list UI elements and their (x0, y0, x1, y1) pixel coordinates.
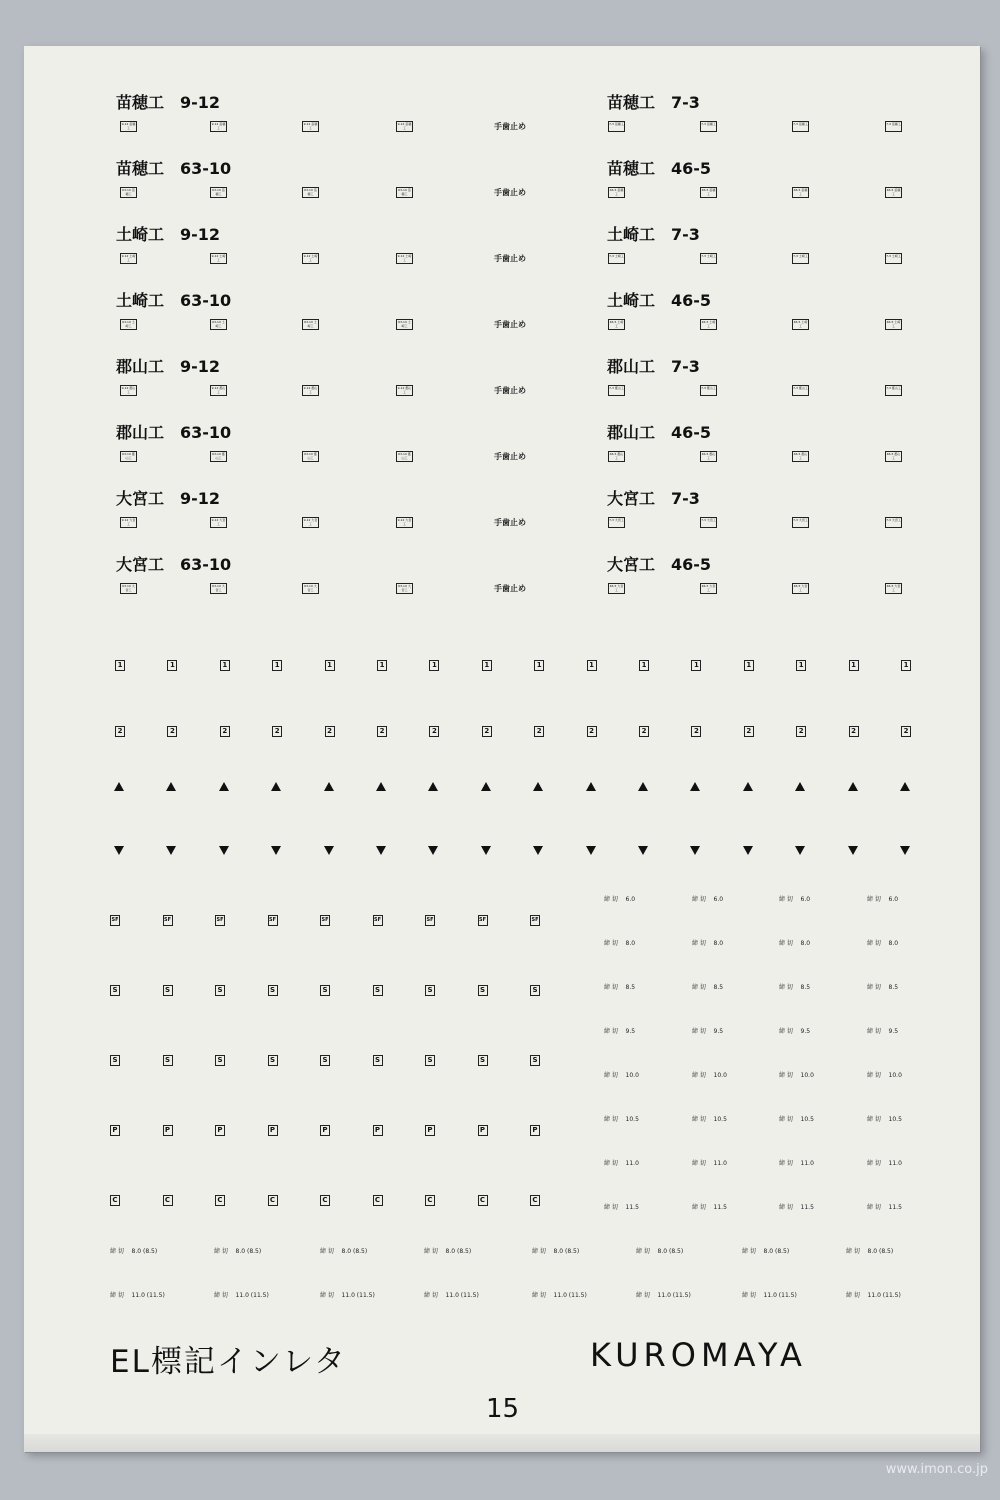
triangle-down-decal (900, 846, 910, 855)
code-decal: 7-3 大宮工 (608, 517, 625, 528)
code-decal: 63-10 郡山工 (120, 451, 137, 462)
letter-box-decal: C (320, 1195, 330, 1206)
code-decal: 7-3 土崎工 (792, 253, 809, 264)
code-decal: 9-12 土崎工 (303, 254, 318, 262)
pressure-decal: 締 切 10.0 (604, 1072, 639, 1079)
pressure-decal: 締 切 10.0 (692, 1072, 727, 1079)
watermark: www.imon.co.jp (885, 1462, 988, 1477)
letter-box-decal: S (478, 1055, 488, 1066)
triangle-up-decal (900, 782, 910, 791)
triangle-up-decal (481, 782, 491, 791)
letter-box-decal: C (530, 1195, 540, 1206)
letter-box-decal: P (163, 1125, 173, 1136)
number-box-decal: 2 (429, 726, 439, 737)
letter-box-decal: P (320, 1125, 330, 1136)
triangle-up-decal (586, 782, 596, 791)
code-decal: 46-5 郡山工 (701, 452, 716, 460)
number-box-decal: 1 (167, 660, 177, 671)
pressure-decal: 締 切 11.5 (692, 1204, 727, 1211)
pressure-decal: 締 切 11.5 (779, 1204, 814, 1211)
triangle-down-decal (114, 846, 124, 855)
row-heading-left: 大宮工 9-12 (116, 489, 221, 508)
number-box-decal: 1 (325, 660, 335, 671)
code-decal: 9-12 苗穂工 (121, 122, 136, 130)
letter-box-decal: S (320, 1055, 330, 1066)
sheet-title: EL標記インレタ (110, 1344, 347, 1380)
code-decal: 9-12 郡山工 (397, 386, 412, 394)
code-decal: 46-5 苗穂工 (609, 188, 624, 196)
bottom-pressure-decal: 締 切 8.0 (8.5) (532, 1248, 580, 1255)
row-heading-right: 郡山工 46-5 (607, 423, 712, 442)
number-box-decal: 1 (115, 660, 125, 671)
number-box-decal: 2 (115, 726, 125, 737)
triangle-up-decal (114, 782, 124, 791)
maker-name: KUROMAYA (590, 1336, 807, 1374)
number-box-decal: 1 (691, 660, 701, 671)
number-box-decal: 1 (744, 660, 754, 671)
code-decal: 46-5 大宮工 (886, 584, 901, 592)
number-box-decal: 2 (325, 726, 335, 737)
bottom-pressure-decal: 締 切 8.0 (8.5) (320, 1248, 368, 1255)
pressure-decal: 締 切 10.0 (779, 1072, 814, 1079)
letter-box-decal: S (215, 1055, 225, 1066)
bottom-pressure-decal: 締 切 8.0 (8.5) (846, 1248, 894, 1255)
code-decal: 7-3 苗穂工 (608, 121, 625, 132)
code-decal: 63-10 大宮工 (210, 583, 227, 594)
code-decal: 46-5 土崎工 (609, 320, 624, 328)
triangle-up-decal (376, 782, 386, 791)
number-box-decal: 1 (377, 660, 387, 671)
triangle-up-decal (324, 782, 334, 791)
letter-box-decal: SF (163, 915, 173, 926)
row-heading-left: 苗穂工 63-10 (116, 159, 232, 178)
pressure-decal: 締 切 9.5 (779, 1028, 811, 1035)
letter-box-decal: S (163, 1055, 173, 1066)
code-decal: 63-10 苗穂工 (302, 187, 319, 198)
code-decal: 63-10 郡山工 (210, 451, 227, 462)
code-decal: 63-10 土崎工 (120, 319, 137, 330)
code-decal: 7-3 土崎工 (700, 253, 717, 264)
sheet-number: 15 (486, 1394, 520, 1424)
number-box-decal: 2 (691, 726, 701, 737)
letter-box-decal: P (215, 1125, 225, 1136)
letter-box-decal: S (110, 985, 120, 996)
number-box-decal: 1 (429, 660, 439, 671)
pressure-decal: 締 切 6.0 (692, 896, 724, 903)
row-heading-right: 土崎工 7-3 (607, 225, 700, 244)
triangle-down-decal (638, 846, 648, 855)
letter-box-decal: SF (268, 915, 278, 926)
pressure-decal: 締 切 10.5 (867, 1116, 902, 1123)
number-box-decal: 1 (639, 660, 649, 671)
pressure-decal: 締 切 8.5 (692, 984, 724, 991)
code-decal: 7-3 大宮工 (885, 517, 902, 528)
pressure-decal: 締 切 11.0 (867, 1160, 902, 1167)
code-decal: 63-10 苗穂工 (396, 187, 413, 198)
triangle-down-decal (743, 846, 753, 855)
triangle-up-decal (848, 782, 858, 791)
triangle-down-decal (376, 846, 386, 855)
number-box-decal: 2 (849, 726, 859, 737)
letter-box-decal: S (425, 985, 435, 996)
number-box-decal: 1 (849, 660, 859, 671)
triangle-down-decal (795, 846, 805, 855)
triangle-up-decal (690, 782, 700, 791)
code-decal: 63-10 大宮工 (396, 583, 413, 594)
code-decal: 7-3 土崎工 (885, 253, 902, 264)
code-decal: 7-3 郡山工 (792, 385, 809, 396)
code-decal: 46-5 土崎工 (793, 320, 808, 328)
triangle-down-decal (481, 846, 491, 855)
letter-box-decal: C (268, 1195, 278, 1206)
code-decal: 7-3 大宮工 (792, 517, 809, 528)
bottom-pressure-decal: 締 切 11.0 (11.5) (532, 1292, 587, 1299)
pressure-decal: 締 切 6.0 (867, 896, 899, 903)
code-decal: 63-10 郡山工 (302, 451, 319, 462)
code-decal: 46-5 大宮工 (793, 584, 808, 592)
triangle-up-decal (533, 782, 543, 791)
number-box-decal: 2 (744, 726, 754, 737)
triangle-up-decal (638, 782, 648, 791)
code-decal: 46-5 苗穂工 (701, 188, 716, 196)
code-decal: 7-3 郡山工 (608, 385, 625, 396)
pressure-decal: 締 切 11.5 (604, 1204, 639, 1211)
number-box-decal: 2 (639, 726, 649, 737)
code-decal: 9-12 郡山工 (121, 386, 136, 394)
triangle-down-decal (324, 846, 334, 855)
number-box-decal: 1 (587, 660, 597, 671)
number-box-decal: 2 (901, 726, 911, 737)
triangle-down-decal (848, 846, 858, 855)
number-box-decal: 2 (482, 726, 492, 737)
row-heading-left: 苗穂工 9-12 (116, 93, 221, 112)
triangle-up-decal (743, 782, 753, 791)
row-heading-left: 土崎工 9-12 (116, 225, 221, 244)
triangle-down-decal (219, 846, 229, 855)
letter-box-decal: S (373, 1055, 383, 1066)
code-decal: 63-10 土崎工 (396, 319, 413, 330)
number-box-decal: 2 (534, 726, 544, 737)
pressure-decal: 締 切 8.5 (867, 984, 899, 991)
bottom-pressure-decal: 締 切 11.0 (11.5) (214, 1292, 269, 1299)
letter-box-decal: SF (320, 915, 330, 926)
pressure-decal: 締 切 6.0 (604, 896, 636, 903)
code-decal: 7-3 大宮工 (700, 517, 717, 528)
decal-sheet (24, 46, 980, 1452)
bottom-pressure-decal: 締 切 8.0 (8.5) (110, 1248, 158, 1255)
triangle-down-decal (586, 846, 596, 855)
code-decal: 7-3 郡山工 (700, 385, 717, 396)
code-decal: 9-12 土崎工 (121, 254, 136, 262)
brake-decal: 手歯止め (494, 254, 526, 263)
bottom-pressure-decal: 締 切 8.0 (8.5) (636, 1248, 684, 1255)
pressure-decal: 締 切 9.5 (604, 1028, 636, 1035)
pressure-decal: 締 切 11.0 (692, 1160, 727, 1167)
pressure-decal: 締 切 10.5 (604, 1116, 639, 1123)
pressure-decal: 締 切 11.5 (867, 1204, 902, 1211)
bottom-pressure-decal: 締 切 11.0 (11.5) (846, 1292, 901, 1299)
letter-box-decal: S (425, 1055, 435, 1066)
brake-decal: 手歯止め (494, 584, 526, 593)
code-decal: 9-12 土崎工 (397, 254, 412, 262)
letter-box-decal: P (425, 1125, 435, 1136)
code-decal: 63-10 苗穂工 (120, 187, 137, 198)
brake-decal: 手歯止め (494, 188, 526, 197)
letter-box-decal: S (530, 1055, 540, 1066)
pressure-decal: 締 切 8.0 (692, 940, 724, 947)
letter-box-decal: C (110, 1195, 120, 1206)
code-decal: 46-5 土崎工 (701, 320, 716, 328)
number-box-decal: 1 (272, 660, 282, 671)
pressure-decal: 締 切 8.5 (779, 984, 811, 991)
number-box-decal: 1 (796, 660, 806, 671)
code-decal: 9-12 苗穂工 (303, 122, 318, 130)
bottom-pressure-decal: 締 切 11.0 (11.5) (636, 1292, 691, 1299)
pressure-decal: 締 切 10.0 (867, 1072, 902, 1079)
letter-box-decal: S (268, 1055, 278, 1066)
code-decal: 46-5 郡山工 (886, 452, 901, 460)
code-decal: 46-5 大宮工 (609, 584, 624, 592)
number-box-decal: 2 (377, 726, 387, 737)
pressure-decal: 締 切 11.0 (779, 1160, 814, 1167)
code-decal: 9-12 郡山工 (303, 386, 318, 394)
letter-box-decal: SF (425, 915, 435, 926)
letter-box-decal: SF (215, 915, 225, 926)
row-heading-right: 郡山工 7-3 (607, 357, 700, 376)
triangle-up-decal (219, 782, 229, 791)
letter-box-decal: SF (373, 915, 383, 926)
letter-box-decal: S (163, 985, 173, 996)
number-box-decal: 1 (220, 660, 230, 671)
letter-box-decal: P (530, 1125, 540, 1136)
pressure-decal: 締 切 8.0 (867, 940, 899, 947)
number-box-decal: 1 (901, 660, 911, 671)
letter-box-decal: SF (110, 915, 120, 926)
pressure-decal: 締 切 9.5 (867, 1028, 899, 1035)
number-box-decal: 2 (167, 726, 177, 737)
letter-box-decal: C (215, 1195, 225, 1206)
code-decal: 7-3 郡山工 (885, 385, 902, 396)
letter-box-decal: C (373, 1195, 383, 1206)
letter-box-decal: S (530, 985, 540, 996)
code-decal: 9-12 大宮工 (121, 518, 136, 526)
code-decal: 46-5 土崎工 (886, 320, 901, 328)
bottom-pressure-decal: 締 切 11.0 (11.5) (110, 1292, 165, 1299)
letter-box-decal: P (110, 1125, 120, 1136)
letter-box-decal: S (268, 985, 278, 996)
letter-box-decal: SF (530, 915, 540, 926)
code-decal: 7-3 苗穂工 (700, 121, 717, 132)
row-heading-right: 苗穂工 46-5 (607, 159, 712, 178)
brake-decal: 手歯止め (494, 386, 526, 395)
code-decal: 7-3 苗穂工 (792, 121, 809, 132)
triangle-up-decal (795, 782, 805, 791)
pressure-decal: 締 切 10.5 (779, 1116, 814, 1123)
code-decal: 63-10 郡山工 (396, 451, 413, 462)
triangle-up-decal (271, 782, 281, 791)
letter-box-decal: C (478, 1195, 488, 1206)
code-decal: 9-12 郡山工 (211, 386, 226, 394)
letter-box-decal: P (373, 1125, 383, 1136)
triangle-down-decal (166, 846, 176, 855)
row-heading-left: 大宮工 63-10 (116, 555, 232, 574)
letter-box-decal: C (163, 1195, 173, 1206)
triangle-down-decal (690, 846, 700, 855)
row-heading-right: 土崎工 46-5 (607, 291, 712, 310)
pressure-decal: 締 切 8.0 (604, 940, 636, 947)
code-decal: 46-5 苗穂工 (793, 188, 808, 196)
code-decal: 46-5 大宮工 (701, 584, 716, 592)
code-decal: 7-3 苗穂工 (885, 121, 902, 132)
number-box-decal: 2 (272, 726, 282, 737)
code-decal: 46-5 郡山工 (793, 452, 808, 460)
pressure-decal: 締 切 9.5 (692, 1028, 724, 1035)
code-decal: 7-3 土崎工 (608, 253, 625, 264)
bottom-pressure-decal: 締 切 8.0 (8.5) (214, 1248, 262, 1255)
code-decal: 63-10 大宮工 (302, 583, 319, 594)
code-decal: 9-12 土崎工 (211, 254, 226, 262)
row-heading-right: 大宮工 7-3 (607, 489, 700, 508)
code-decal: 63-10 大宮工 (120, 583, 137, 594)
bottom-pressure-decal: 締 切 8.0 (8.5) (424, 1248, 472, 1255)
letter-box-decal: C (425, 1195, 435, 1206)
pressure-decal: 締 切 8.5 (604, 984, 636, 991)
number-box-decal: 2 (587, 726, 597, 737)
brake-decal: 手歯止め (494, 518, 526, 527)
letter-box-decal: P (268, 1125, 278, 1136)
letter-box-decal: S (320, 985, 330, 996)
code-decal: 63-10 苗穂工 (210, 187, 227, 198)
letter-box-decal: S (215, 985, 225, 996)
pressure-decal: 締 切 6.0 (779, 896, 811, 903)
triangle-down-decal (271, 846, 281, 855)
code-decal: 9-12 大宮工 (211, 518, 226, 526)
brake-decal: 手歯止め (494, 122, 526, 131)
code-decal: 46-5 苗穂工 (886, 188, 901, 196)
row-heading-left: 郡山工 63-10 (116, 423, 232, 442)
bottom-pressure-decal: 締 切 11.0 (11.5) (320, 1292, 375, 1299)
code-decal: 9-12 大宮工 (303, 518, 318, 526)
triangle-down-decal (533, 846, 543, 855)
triangle-up-decal (428, 782, 438, 791)
bottom-pressure-decal: 締 切 8.0 (8.5) (742, 1248, 790, 1255)
code-decal: 63-10 土崎工 (210, 319, 227, 330)
bottom-pressure-decal: 締 切 11.0 (11.5) (424, 1292, 479, 1299)
code-decal: 9-12 苗穂工 (397, 122, 412, 130)
letter-box-decal: SF (478, 915, 488, 926)
row-heading-right: 苗穂工 7-3 (607, 93, 700, 112)
triangle-up-decal (166, 782, 176, 791)
pressure-decal: 締 切 8.0 (779, 940, 811, 947)
code-decal: 46-5 郡山工 (609, 452, 624, 460)
number-box-decal: 1 (482, 660, 492, 671)
row-heading-right: 大宮工 46-5 (607, 555, 712, 574)
code-decal: 9-12 大宮工 (397, 518, 412, 526)
letter-box-decal: S (110, 1055, 120, 1066)
number-box-decal: 2 (796, 726, 806, 737)
pressure-decal: 締 切 10.5 (692, 1116, 727, 1123)
brake-decal: 手歯止め (494, 452, 526, 461)
row-heading-left: 郡山工 9-12 (116, 357, 221, 376)
letter-box-decal: S (478, 985, 488, 996)
sheet-edge (24, 1434, 980, 1452)
row-heading-left: 土崎工 63-10 (116, 291, 232, 310)
number-box-decal: 2 (220, 726, 230, 737)
number-box-decal: 1 (534, 660, 544, 671)
bottom-pressure-decal: 締 切 11.0 (11.5) (742, 1292, 797, 1299)
pressure-decal: 締 切 11.0 (604, 1160, 639, 1167)
code-decal: 9-12 苗穂工 (211, 122, 226, 130)
code-decal: 63-10 土崎工 (302, 319, 319, 330)
brake-decal: 手歯止め (494, 320, 526, 329)
letter-box-decal: S (373, 985, 383, 996)
letter-box-decal: P (478, 1125, 488, 1136)
triangle-down-decal (428, 846, 438, 855)
